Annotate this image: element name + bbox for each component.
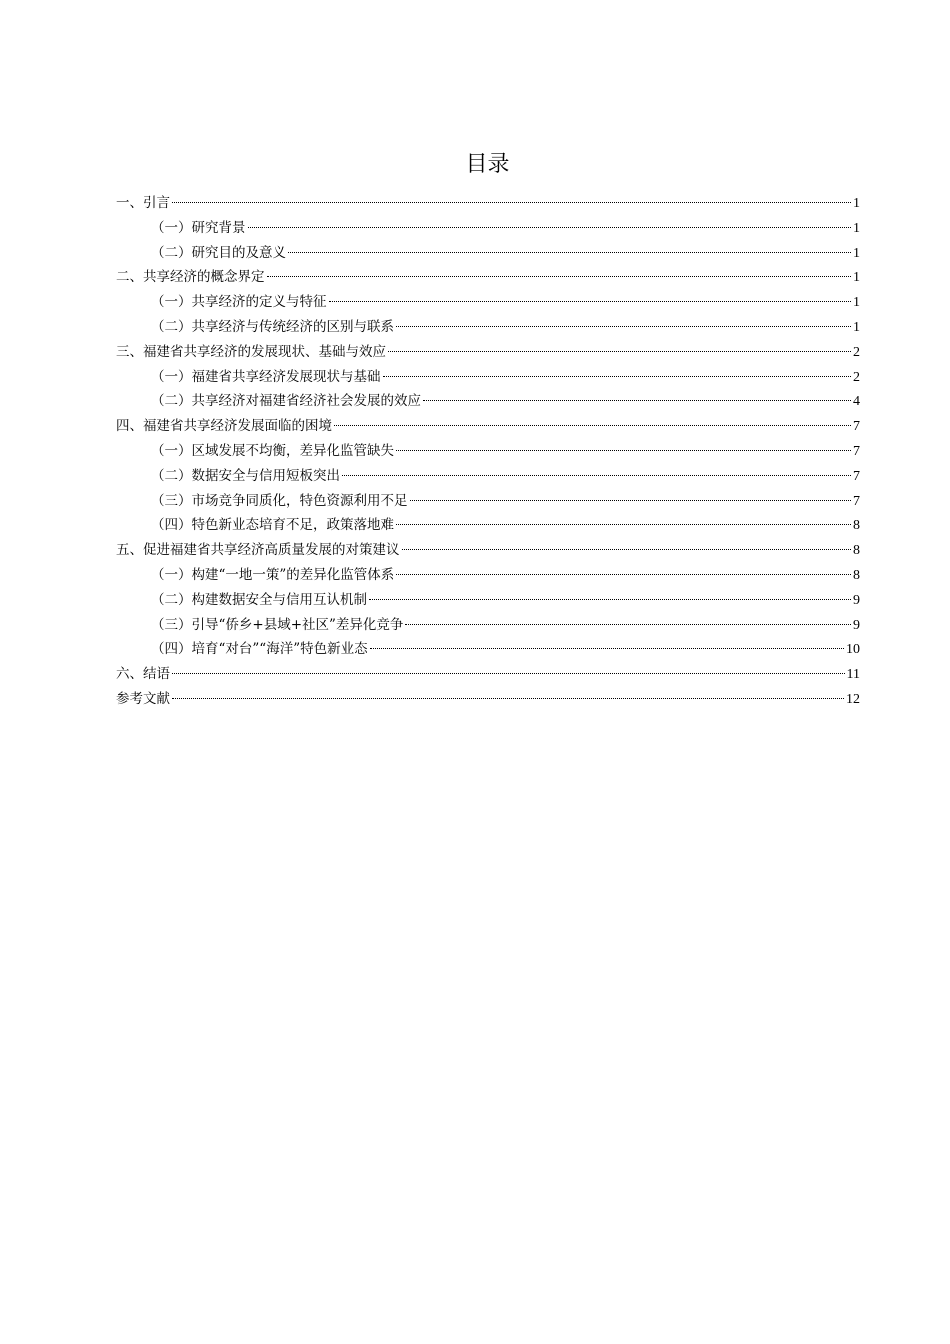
toc-dot-leader — [288, 252, 851, 253]
toc-entry-label: （一）研究背景 — [151, 219, 246, 236]
toc-page-number: 1 — [853, 270, 860, 286]
toc-page-number: 7 — [853, 443, 860, 459]
toc-page-number: 1 — [853, 245, 860, 261]
toc-page-number: 9 — [853, 592, 860, 608]
toc-entry-label: 三、福建省共享经济的发展现状、基础与效应 — [116, 343, 386, 360]
toc-section-entry[interactable] — [116, 489, 860, 514]
toc-dot-leader — [370, 648, 844, 649]
toc-dot-leader — [396, 450, 851, 451]
toc-dot-leader — [423, 400, 851, 401]
toc-entry-label: （三）市场竞争同质化，特色资源利用不足 — [151, 492, 408, 509]
toc-entry-label: （四）特色新业态培育不足，政策落地难 — [151, 517, 394, 534]
toc-page-number: 8 — [853, 518, 860, 534]
toc-section-entry[interactable] — [116, 637, 860, 662]
toc-entry-label: 参考文献 — [116, 690, 170, 707]
toc-page-number: 2 — [853, 369, 860, 385]
toc-entry-label: （二）数据安全与信用短板突出 — [151, 467, 340, 484]
toc-entry-label: （二）共享经济对福建省经济社会发展的效应 — [151, 393, 421, 410]
toc-dot-leader — [388, 351, 851, 352]
toc-chapter-entry[interactable] — [116, 662, 860, 687]
toc-page-number: 4 — [853, 394, 860, 410]
toc-dot-leader — [410, 500, 852, 501]
toc-entry-label: 一、引言 — [116, 195, 170, 211]
toc-page-number: 10 — [846, 642, 860, 658]
toc-dot-leader — [342, 475, 851, 476]
toc-entry-label: （四）培育“对台”“海洋”特色新业态 — [151, 641, 368, 658]
toc-dot-leader — [369, 599, 851, 600]
toc-section-entry[interactable] — [116, 439, 860, 464]
toc-entry-label: 六、结语 — [116, 666, 170, 683]
toc-section-entry[interactable] — [116, 513, 860, 538]
toc-dot-leader — [267, 276, 852, 277]
toc-section-entry[interactable] — [116, 563, 860, 588]
toc-section-entry[interactable] — [116, 365, 860, 390]
toc-dot-leader — [329, 301, 852, 302]
toc-entry-label: （一）共享经济的定义与特征 — [151, 294, 327, 311]
toc-entry-label: （三）引导“侨乡+县域+社区”差异化竞争 — [151, 616, 404, 633]
toc-entry-label: （二）研究目的及意义 — [151, 244, 286, 261]
toc-page-number: 7 — [853, 468, 860, 484]
toc-entry-label: （一）构建“一地一策”的差异化监管体系 — [151, 566, 395, 583]
toc-dot-leader — [172, 202, 851, 203]
toc-entry-label: （一）区域发展不均衡，差异化监管缺失 — [151, 442, 394, 459]
toc-list — [116, 191, 860, 712]
toc-section-entry[interactable] — [116, 290, 860, 315]
toc-page-number: 9 — [853, 617, 860, 633]
toc-entry-label: （一）福建省共享经济发展现状与基础 — [151, 368, 381, 385]
toc-page-number: 12 — [846, 691, 860, 707]
toc-page-number: 1 — [853, 196, 860, 211]
toc-dot-leader — [383, 376, 852, 377]
toc-chapter-entry[interactable] — [116, 340, 860, 365]
toc-page-number: 11 — [846, 667, 860, 683]
toc-entry-label: （二）共享经济与传统经济的区别与联系 — [151, 318, 394, 335]
toc-entry-label: 四、福建省共享经济发展面临的困境 — [116, 418, 332, 435]
toc-page-number: 7 — [853, 419, 860, 435]
toc-section-entry[interactable] — [116, 464, 860, 489]
toc-dot-leader — [405, 624, 851, 625]
toc-page-number: 1 — [853, 220, 860, 236]
toc-section-entry[interactable] — [116, 216, 860, 241]
toc-section-entry[interactable] — [116, 613, 860, 638]
toc-page-number: 1 — [853, 295, 860, 311]
toc-chapter-entry[interactable] — [116, 191, 860, 216]
toc-entry-label: （二）构建数据安全与信用互认机制 — [151, 591, 367, 608]
toc-title: 目录 — [465, 152, 510, 177]
toc-dot-leader — [396, 524, 851, 525]
toc-dot-leader — [396, 574, 851, 575]
toc-chapter-entry[interactable] — [116, 265, 860, 290]
toc-section-entry[interactable] — [116, 389, 860, 414]
toc-entry-label: 二、共享经济的概念界定 — [116, 269, 265, 286]
toc-section-entry[interactable] — [116, 315, 860, 340]
toc-page-number: 1 — [853, 319, 860, 335]
toc-dot-leader — [396, 326, 851, 327]
toc-dot-leader — [334, 425, 851, 426]
toc-section-entry[interactable] — [116, 241, 860, 266]
toc-page-number: 7 — [853, 493, 860, 509]
toc-chapter-entry[interactable] — [116, 687, 860, 712]
toc-dot-leader — [248, 227, 852, 228]
toc-dot-leader — [402, 549, 852, 550]
toc-dot-leader — [172, 673, 845, 674]
toc-section-entry[interactable] — [116, 588, 860, 613]
toc-chapter-entry[interactable] — [116, 538, 860, 563]
toc-dot-leader — [172, 698, 844, 699]
toc-page-number: 8 — [853, 543, 860, 559]
toc-page-number: 8 — [853, 567, 860, 583]
toc-chapter-entry[interactable] — [116, 414, 860, 439]
toc-page-number: 2 — [853, 344, 860, 360]
toc-entry-label: 五、促进福建省共享经济高质量发展的对策建议 — [116, 542, 400, 559]
